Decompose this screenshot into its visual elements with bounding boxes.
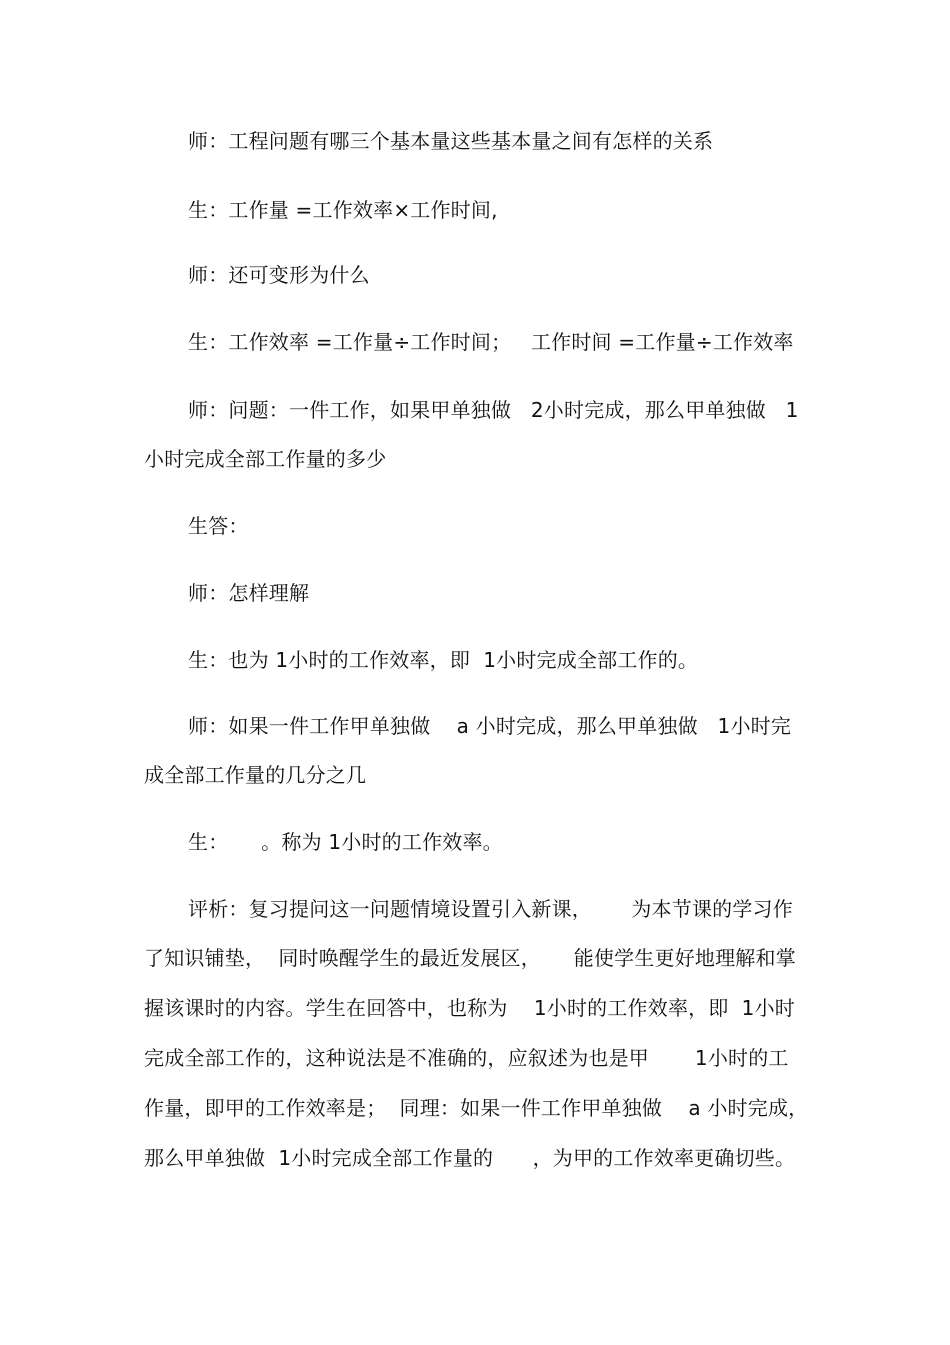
dialogue-teacher-question-3: 师：问题：一件工作，如果甲单独做 2小时完成，那么甲单独做 1 xyxy=(188,398,799,422)
dialogue-student-answer-5: 生： 。称为 1小时的工作效率。 xyxy=(188,830,503,854)
dialogue-teacher-question-5-cont: 成全部工作量的几分之几 xyxy=(144,763,367,787)
commentary-line-1: 评析：复习提问这一问题情境设置引入新课， 为本节课的学习作 xyxy=(188,897,793,921)
commentary-line-2: 了知识铺垫， 同时唤醒学生的最近发展区， 能使学生更好地理解和掌 xyxy=(144,946,796,970)
commentary-line-3: 握该课时的内容。学生在回答中，也称为 1小时的工作效率，即 1小时 xyxy=(144,996,795,1020)
dialogue-teacher-question-5: 师：如果一件工作甲单独做 a 小时完成，那么甲单独做 1小时完 xyxy=(188,714,792,738)
dialogue-teacher-question-2: 师：还可变形为什么 xyxy=(188,263,370,287)
dialogue-teacher-question-4: 师：怎样理解 xyxy=(188,581,310,605)
commentary-line-4: 完成全部工作的，这种说法是不准确的，应叙述为也是甲 1小时的工 xyxy=(144,1046,789,1070)
dialogue-teacher-question-3-cont: 小时完成全部工作量的多少 xyxy=(144,447,387,471)
dialogue-student-answer-3: 生答： xyxy=(188,514,249,538)
commentary-line-6: 那么甲单独做 1小时完成全部工作量的 ，为甲的工作效率更确切些。 xyxy=(144,1146,796,1170)
dialogue-student-answer-1: 生：工作量 =工作效率×工作时间, xyxy=(188,198,498,222)
dialogue-student-answer-4: 生：也为 1小时的工作效率，即 1小时完成全部工作的。 xyxy=(188,648,699,672)
commentary-line-5: 作量，即甲的工作效率是； 同理：如果一件工作甲单独做 a 小时完成， xyxy=(144,1096,809,1120)
dialogue-teacher-question-1: 师：工程问题有哪三个基本量这些基本量之间有怎样的关系 xyxy=(188,129,714,153)
dialogue-student-answer-2: 生：工作效率 =工作量÷工作时间； 工作时间 =工作量÷工作效率 xyxy=(188,330,794,354)
